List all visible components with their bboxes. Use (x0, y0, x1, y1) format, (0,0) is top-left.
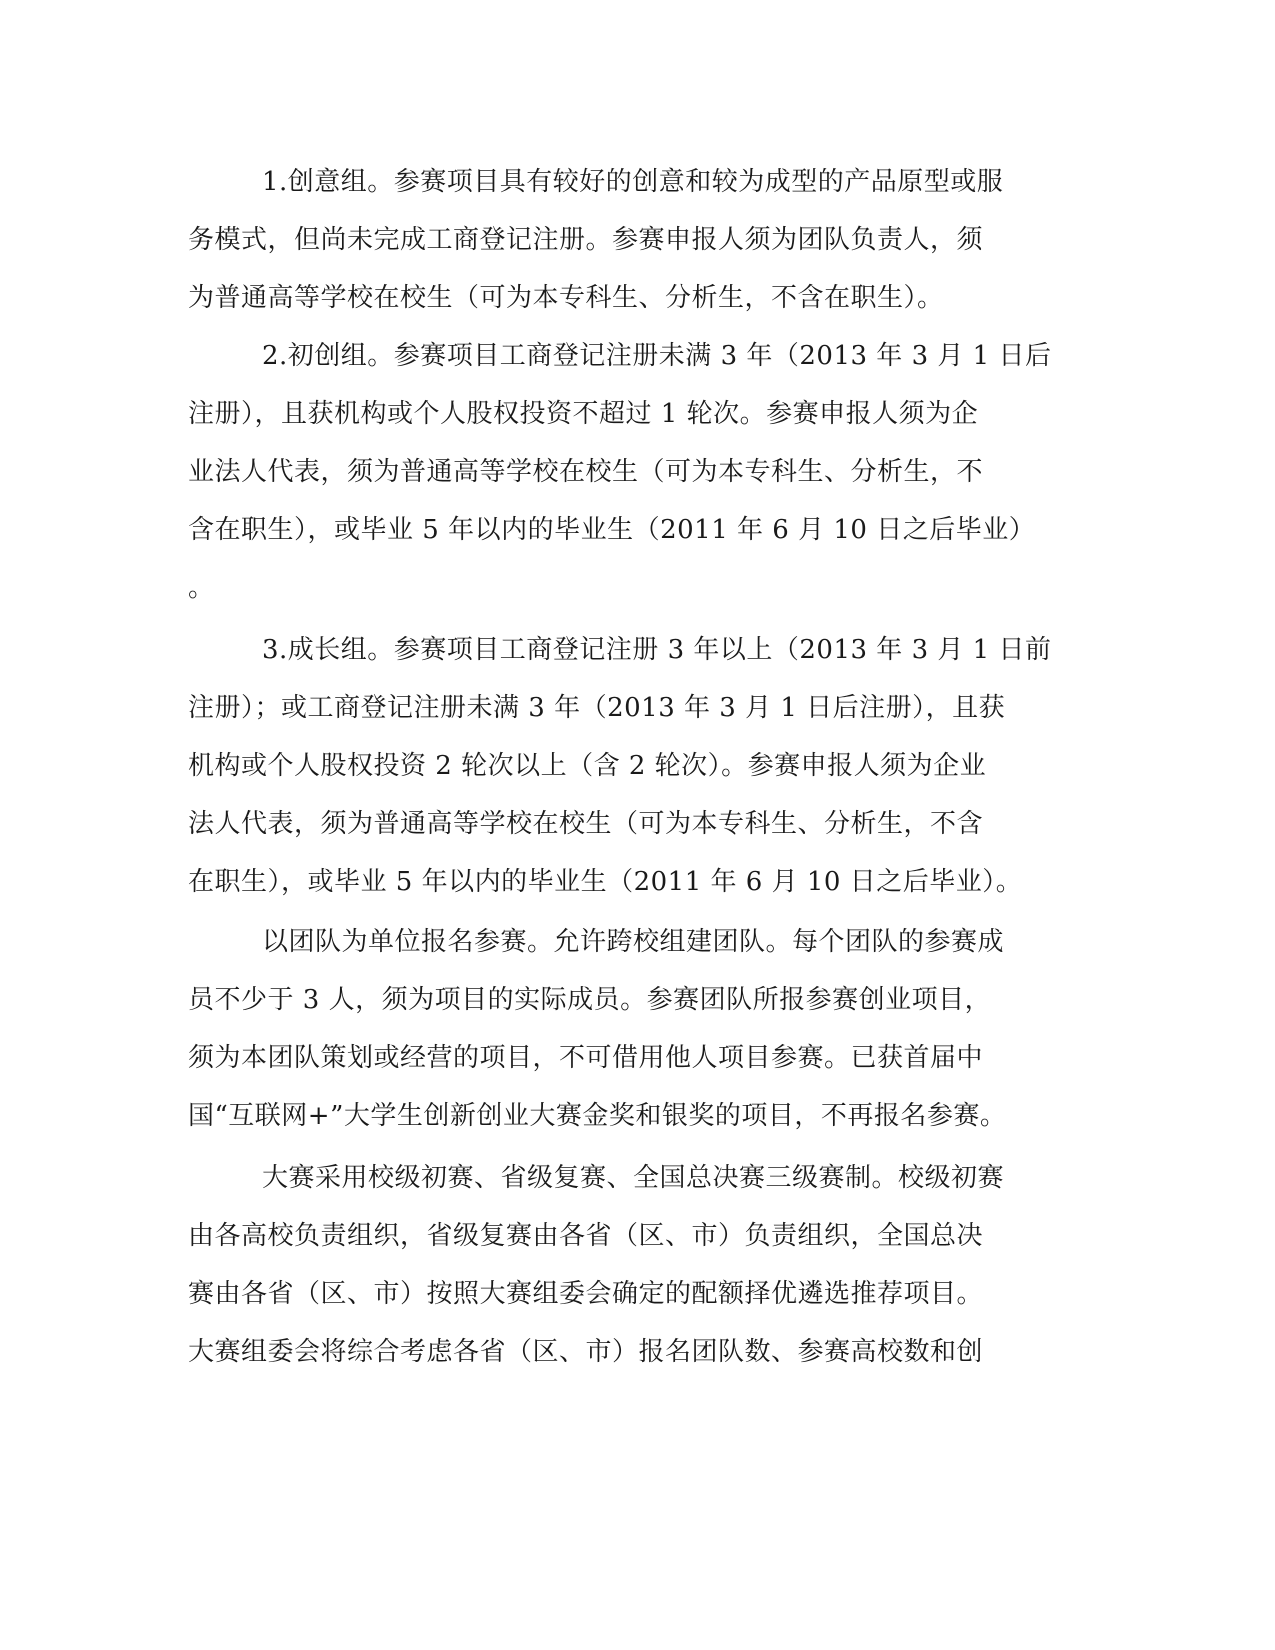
text-line: 大赛组委会将综合考虑各省（区、市）报名团队数、参赛高校数和创 (188, 1337, 984, 1367)
text-line: 为普通高等学校在校生（可为本专科生、分析生，不含在职生）。 (188, 283, 944, 313)
text-line: 3.成长组。参赛项目工商登记注册 3 年以上（2013 年 3 月 1 日前 (262, 635, 1052, 665)
text-line: 注册），且获机构或个人股权投资不超过 1 轮次。参赛申报人须为企 (188, 399, 979, 429)
text-line: 由各高校负责组织，省级复赛由各省（区、市）负责组织，全国总决 (188, 1221, 984, 1251)
text-line: 业法人代表，须为普通高等学校在校生（可为本专科生、分析生，不 (188, 457, 984, 487)
text-line: 须为本团队策划或经营的项目，不可借用他人项目参赛。已获首届中 (188, 1043, 984, 1073)
text-line: 大赛采用校级初赛、省级复赛、全国总决赛三级赛制。校级初赛 (262, 1163, 1005, 1193)
text-line: 含在职生），或毕业 5 年以内的毕业生（2011 年 6 月 10 日之后毕业） (188, 515, 1036, 545)
text-line: 赛由各省（区、市）按照大赛组委会确定的配额择优遴选推荐项目。 (188, 1279, 984, 1309)
text-line: 以团队为单位报名参赛。允许跨校组建团队。每个团队的参赛成 (262, 927, 1005, 957)
text-line: 1.创意组。参赛项目具有较好的创意和较为成型的产品原型或服 (262, 167, 1004, 197)
text-line: 注册）；或工商登记注册未满 3 年（2013 年 3 月 1 日后注册），且获 (188, 693, 1006, 723)
text-line: 员不少于 3 人，须为项目的实际成员。参赛团队所报参赛创业项目， (188, 985, 992, 1015)
text-line: 2.初创组。参赛项目工商登记注册未满 3 年（2013 年 3 月 1 日后 (262, 341, 1052, 371)
text-line: 。 (188, 573, 215, 603)
text-line: 务模式，但尚未完成工商登记注册。参赛申报人须为团队负责人，须 (188, 225, 984, 255)
text-line: 国“互联网+”大学生创新创业大赛金奖和银奖的项目，不再报名参赛。 (188, 1101, 1007, 1131)
text-line: 法人代表，须为普通高等学校在校生（可为本专科生、分析生，不含 (188, 809, 984, 839)
text-line: 在职生），或毕业 5 年以内的毕业生（2011 年 6 月 10 日之后毕业）。 (188, 867, 1023, 897)
text-line: 机构或个人股权投资 2 轮次以上（含 2 轮次）。参赛申报人须为企业 (188, 751, 987, 781)
